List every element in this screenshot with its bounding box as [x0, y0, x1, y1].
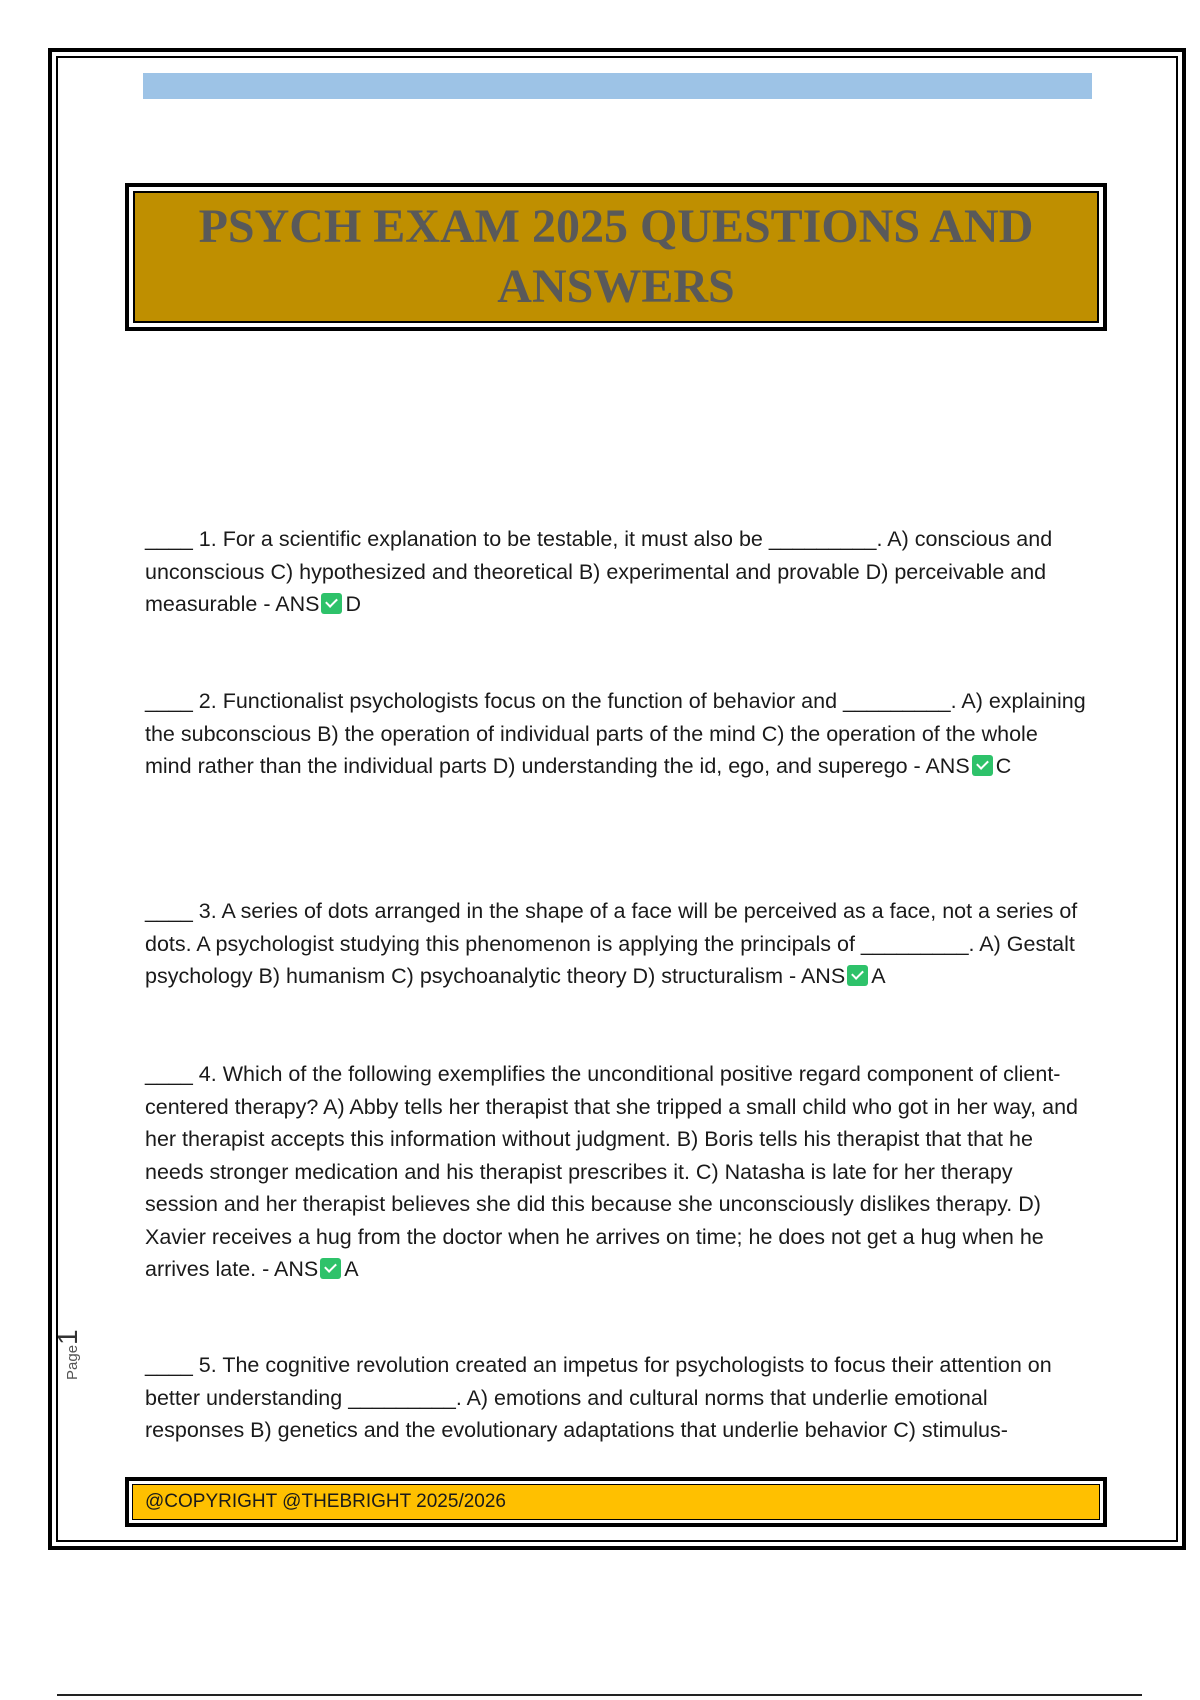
question-1-answer: D	[345, 592, 361, 616]
question-3-answer: A	[871, 964, 886, 988]
check-mark-icon	[320, 1258, 341, 1279]
question-5	[145, 1349, 1090, 1447]
question-2-answer: C	[995, 754, 1012, 778]
check-mark-icon	[972, 755, 993, 776]
header-bar	[143, 73, 1092, 99]
check-mark-icon	[321, 593, 342, 614]
question-3	[145, 895, 1090, 993]
question-1-text: ____ 1. For a scientific explanation to be testable, it must also be _________. A) conscious and unconscious C) hypothesized and theoretical B) experimental and provable D) perceivable and measurable - ANS	[145, 527, 1053, 616]
question-3-text: ____ 3. A series of dots arranged in the shape of a face will be perceived as a face, not a series of dots. A psychologist studying this phenomenon is applying the principals of _________. A) Gestalt psychology B) humanism C) psychoanalytic theory D) structuralism - ANS	[145, 899, 1078, 988]
page-number: 1	[52, 1329, 83, 1345]
footer-inner	[132, 1484, 1100, 1520]
footer-box	[125, 1477, 1107, 1527]
question-4-text: ____ 4. Which of the following exemplifies the unconditional positive regard component of client-centered therapy? A) Abby tells her therapist that she tripped a small child who got in her way, and her therapist accepts this information without judgment. B) Boris tells his therapist that that he needs stronger medication and his therapist prescribes it. C) Natasha is late for her therapy session and her therapist believes she did this because she unconsciously dislikes therapy. D) Xavier receives a hug from the doctor when he arrives on time; he does not get a hug when he arrives late. - ANS	[145, 1062, 1078, 1281]
question-1	[145, 523, 1090, 621]
bottom-rule	[57, 1694, 1142, 1696]
title-box-inner	[133, 191, 1099, 323]
copyright-footer: @COPYRIGHT @THEBRIGHT 2025/2026	[145, 1491, 506, 1512]
question-2-text: ____ 2. Functionalist psychologists focus on the function of behavior and _________. A) explaining the subconscious B) the operation of individual parts of the mind C) the operation of the whole mind rather than the individual parts D) understanding the id, ego, and superego - ANS	[145, 689, 1086, 778]
check-mark-icon	[847, 965, 868, 986]
question-4	[145, 1058, 1090, 1286]
question-5-text: ____ 5. The cognitive revolution created an impetus for psychologists to focus their attention on better understanding _________. A) emotions and cultural norms that underlie emotional responses B) genetics and the evolutionary adaptations that underlie behavior C) stimulus-	[145, 1353, 1052, 1442]
page-word: Page	[64, 1344, 81, 1380]
question-4-answer: A	[344, 1257, 359, 1281]
title-box	[125, 183, 1107, 331]
page-number-label	[52, 1300, 92, 1380]
document-title: PSYCH EXAM 2025 QUESTIONS AND ANSWERS	[198, 200, 1034, 313]
question-2	[145, 685, 1090, 783]
